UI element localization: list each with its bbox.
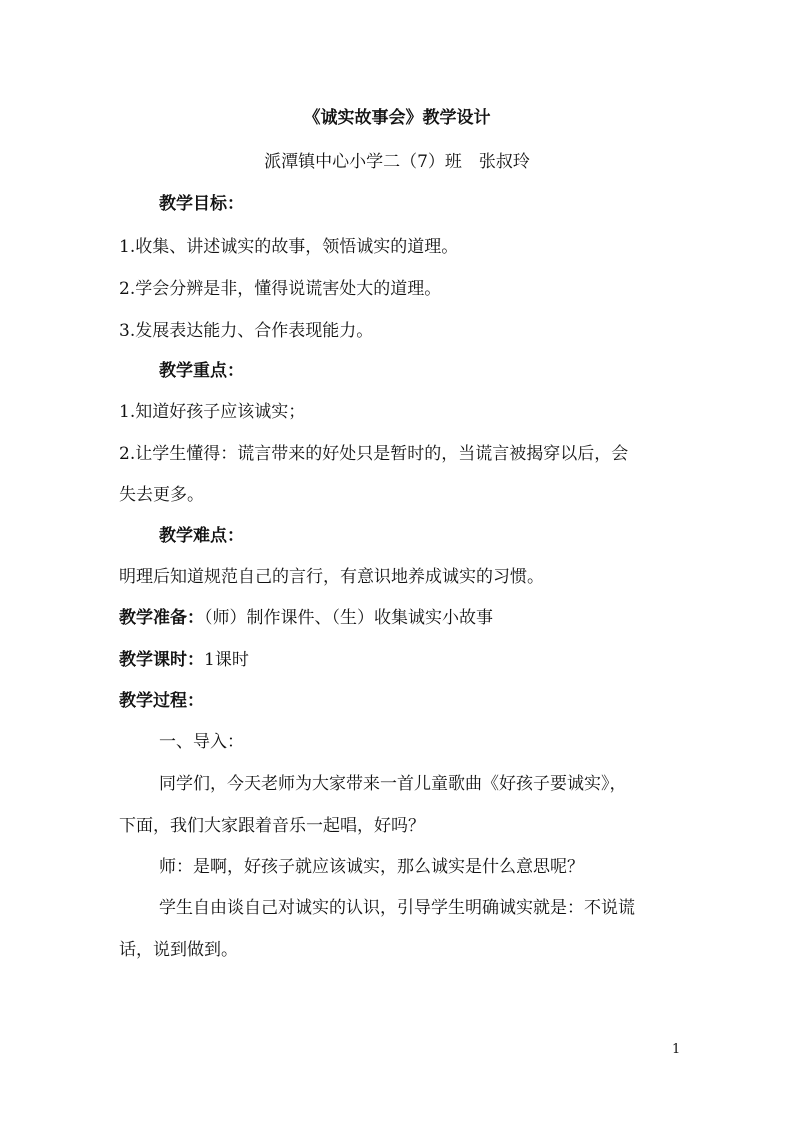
- preparation-value: （师）制作课件、（生）收集诚实小故事: [204, 608, 493, 628]
- process-paragraph: 学生自由谈自己对诚实的认识，引导学生明确诚实就是：不说谎: [159, 898, 635, 918]
- process-paragraph: 师：是啊，好孩子就应该诚实，那么诚实是什么意思呢？: [159, 857, 584, 877]
- key-points-heading: 教学重点：: [159, 361, 244, 381]
- preparation-label: 教学准备：: [119, 608, 204, 628]
- objective-item: 1.收集、讲述诚实的故事，领悟诚实的道理。: [119, 237, 459, 257]
- duration-value: 1课时: [204, 650, 249, 670]
- key-point-item: 2.让学生懂得：谎言带来的好处只是暂时的，当谎言被揭穿以后，会: [119, 444, 629, 464]
- key-point-item: 失去更多。: [119, 485, 204, 505]
- page-number: 1: [672, 1042, 681, 1057]
- process-paragraph: 同学们，今天老师为大家带来一首儿童歌曲《好孩子要诚实》，: [159, 774, 627, 794]
- preparation-row: [119, 607, 679, 629]
- difficulties-text: 明理后知道规范自己的言行，有意识地养成诚实的习惯。: [119, 567, 544, 587]
- key-point-item: 1.知道好孩子应该诚实；: [119, 402, 306, 422]
- process-paragraph: 一、导入：: [159, 732, 244, 752]
- author-byline: 派潭镇中心小学二（7）班 张叔玲: [264, 152, 530, 172]
- duration-row: [119, 649, 679, 671]
- document-title: 《诚实故事会》教学设计: [303, 108, 491, 128]
- duration-label: 教学课时：: [119, 650, 204, 670]
- process-paragraph: 下面，我们大家跟着音乐一起唱，好吗？: [119, 816, 425, 836]
- process-paragraph: 话，说到做到。: [119, 940, 238, 960]
- process-heading: 教学过程：: [119, 691, 204, 711]
- objective-item: 2.学会分辨是非，懂得说谎害处大的道理。: [119, 279, 442, 299]
- objective-item: 3.发展表达能力、合作表现能力。: [119, 321, 374, 341]
- objectives-heading: 教学目标：: [159, 194, 244, 214]
- difficulties-heading: 教学难点：: [159, 526, 244, 546]
